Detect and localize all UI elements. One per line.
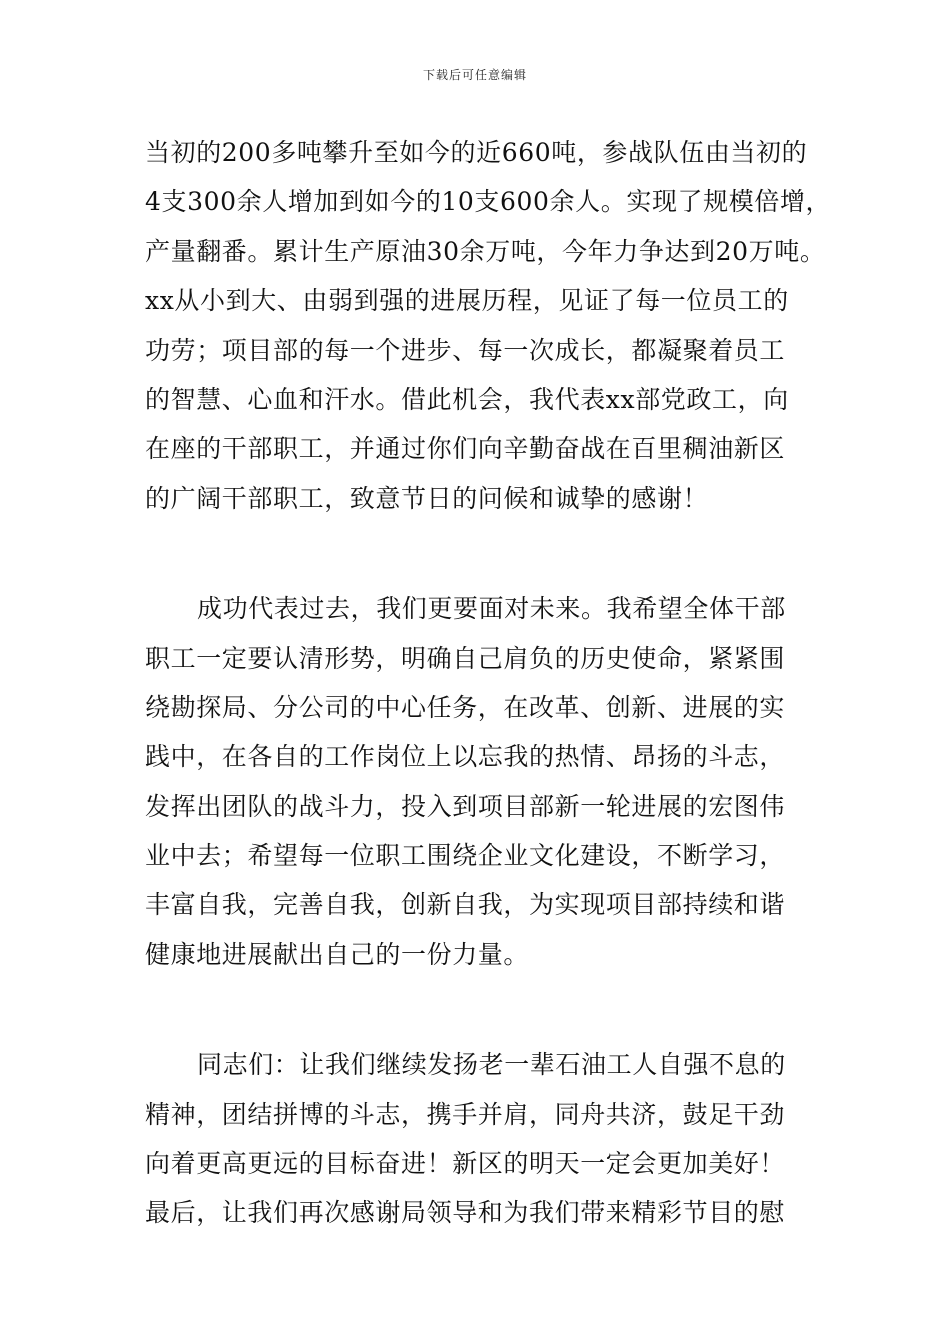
text-line: 业中去；希望每一位职工围绕企业文化建设，不断学习， (145, 841, 786, 871)
page-header: 下载后可任意编辑 (422, 68, 527, 82)
document-body (145, 128, 832, 1238)
text-line: 向着更高更远的目标奋进！新区的明天一定会更加美好！ (145, 1149, 786, 1179)
text-line: 丰富自我，完善自我，创新自我，为实现项目部持续和谐 (145, 890, 786, 920)
text-line: 职工一定要认清形势，明确自己肩负的历史使命，紧紧围 (145, 643, 786, 673)
text-line: 在座的干部职工，并通过你们向辛勤奋战在百里稠油新区 (145, 434, 786, 464)
text-line: 精神，团结拼博的斗志，携手并肩，同舟共济，鼓足干劲 (145, 1099, 786, 1129)
text-line: 最后，让我们再次感谢局领导和为我们带来精彩节目的慰 (145, 1198, 786, 1228)
text-line: 绕勘探局、分公司的中心任务，在改革、创新、进展的实 (145, 692, 786, 722)
text-line: 践中，在各自的工作岗位上以忘我的热情、昂扬的斗志， (145, 742, 786, 772)
paragraph-1 (145, 128, 832, 523)
text-line: xx从小到大、由弱到强的进展历程，见证了每一位员工的 (145, 286, 789, 316)
text-line: 同志们：让我们继续发扬老一辈石油工人自强不息的 (197, 1050, 786, 1080)
paragraph-spacer (145, 979, 825, 1040)
text-line: 当初的200多吨攀升至如今的近660吨，参战队伍由当初的 (145, 138, 808, 167)
paragraph-spacer (145, 523, 825, 584)
paragraph-3 (145, 1040, 825, 1238)
text-line: 产量翻番。累计生产原油30余万吨，今年力争达到20万吨。 (145, 236, 826, 266)
paragraph-2 (145, 584, 825, 979)
text-line: 成功代表过去，我们更要面对未来。我希望全体干部 (197, 594, 786, 624)
text-line: 功劳；项目部的每一个进步、每一次成长，都凝聚着员工 (145, 335, 786, 365)
text-line: 4支300余人增加到如今的10支600余人。实现了规模倍增， (145, 187, 832, 217)
text-line: 的智慧、心血和汗水。借此机会，我代表xx部党政工，向 (145, 384, 789, 414)
text-line: 发挥出团队的战斗力，投入到项目部新一轮进展的宏图伟 (145, 791, 786, 821)
text-line: 健康地进展献出自己的一份力量。 (145, 939, 530, 969)
text-line: 的广阔干部职工，致意节日的问候和诚挚的感谢！ (145, 483, 709, 513)
